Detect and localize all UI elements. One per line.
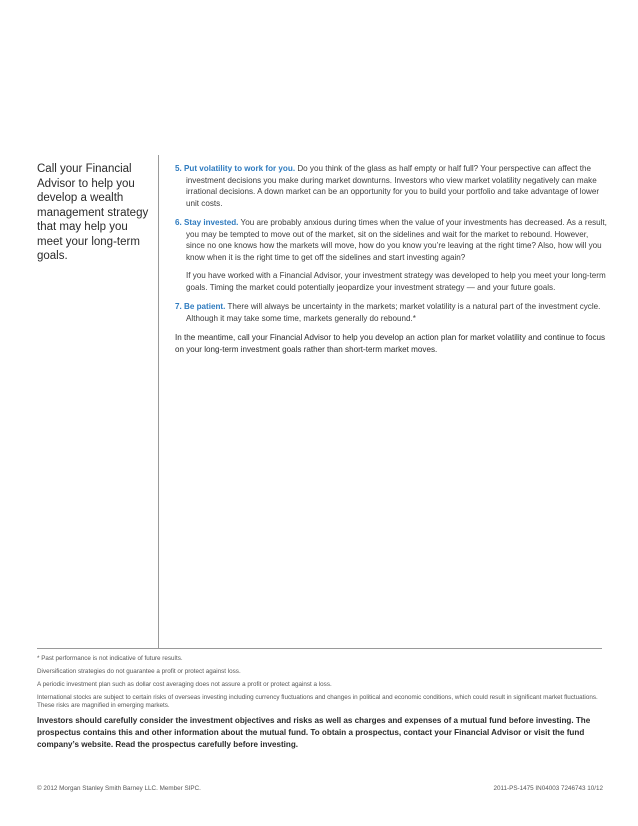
- page-footer: [37, 785, 603, 792]
- investor-note: Investors should carefully consider the investment objectives and risks as well as charges and expenses of a mutual fund before investing. The prospectus contains this and other information about the mutual fund. To obtain a prospectus, contact your Financial Advisor or visit the fund company’s website. Read the prospectus carefully before investing.: [37, 716, 591, 750]
- horizontal-divider: [37, 648, 602, 649]
- closing-paragraph: In the meantime, call your Financial Advisor to help you develop an action plan for market volatility and continue to focus on your long-term investment goals rather than short-term market moves.: [175, 333, 606, 354]
- tip-heading: 6. Stay invested.: [175, 218, 239, 227]
- disclaimer-periodic-investment: A periodic investment plan such as dollar cost averaging does not assure a profit or protect against a loss.: [37, 680, 332, 688]
- disclaimer-past-performance: * Past performance is not indicative of future results.: [37, 655, 183, 662]
- tip-item-6: [175, 217, 607, 293]
- copyright-text: © 2012 Morgan Stanley Smith Barney LLC. Member SIPC.: [37, 785, 201, 792]
- main-content: [175, 163, 607, 363]
- tip-text: Do you think of the glass as half empty or half full? Your perspective can affect the investment decisions you make during market downturns. Investors who view market volatility negatively can make irrational decisions. A down market can be an opportunity for you to build your portfolio and take advantage of lower unit costs.: [186, 164, 600, 208]
- document-code: 2011-PS-1475 IN04003 7246743 10/12: [493, 785, 603, 792]
- tip-heading: 7. Be patient.: [175, 302, 226, 311]
- tip-heading: 5. Put volatility to work for you.: [175, 164, 296, 173]
- disclaimer-diversification: Diversification strategies do not guarantee a profit or protect against loss.: [37, 667, 241, 675]
- tip-extra-text: If you have worked with a Financial Advisor, your investment strategy was developed to help you meet your long-term goals. Timing the market could potentially jeopardize your investment strategy — and your future goals.: [186, 271, 606, 292]
- tip-text: There will always be uncertainty in the markets; market volatility is a natural part of the investment cycle. Although it may take some time, markets generally do rebound.*: [186, 302, 601, 323]
- vertical-divider: [158, 155, 159, 648]
- disclaimers: [37, 655, 603, 751]
- tip-text: You are probably anxious during times when the value of your investments has decreased. As a result, you may be tempted to move out of the market, sit on the sidelines and wait for the market to rebound. However, since no one knows how the markets will move, how do you know you’re leaving at the right time? Also, how will you know when it is the right time to get off the sidelines and start investing again?: [186, 218, 607, 262]
- sidebar-callout: Call your Financial Advisor to help you develop a wealth management strategy that may help you meet your long-term goals.: [37, 163, 149, 262]
- disclaimer-international: International stocks are subject to certain risks of overseas investing including currency fluctuations and changes in political and economic conditions, which could result in significant market fluctuations. These risks are magnified in emerging markets.: [37, 693, 598, 710]
- tip-item-5: [175, 163, 607, 209]
- tip-item-7: [175, 301, 607, 324]
